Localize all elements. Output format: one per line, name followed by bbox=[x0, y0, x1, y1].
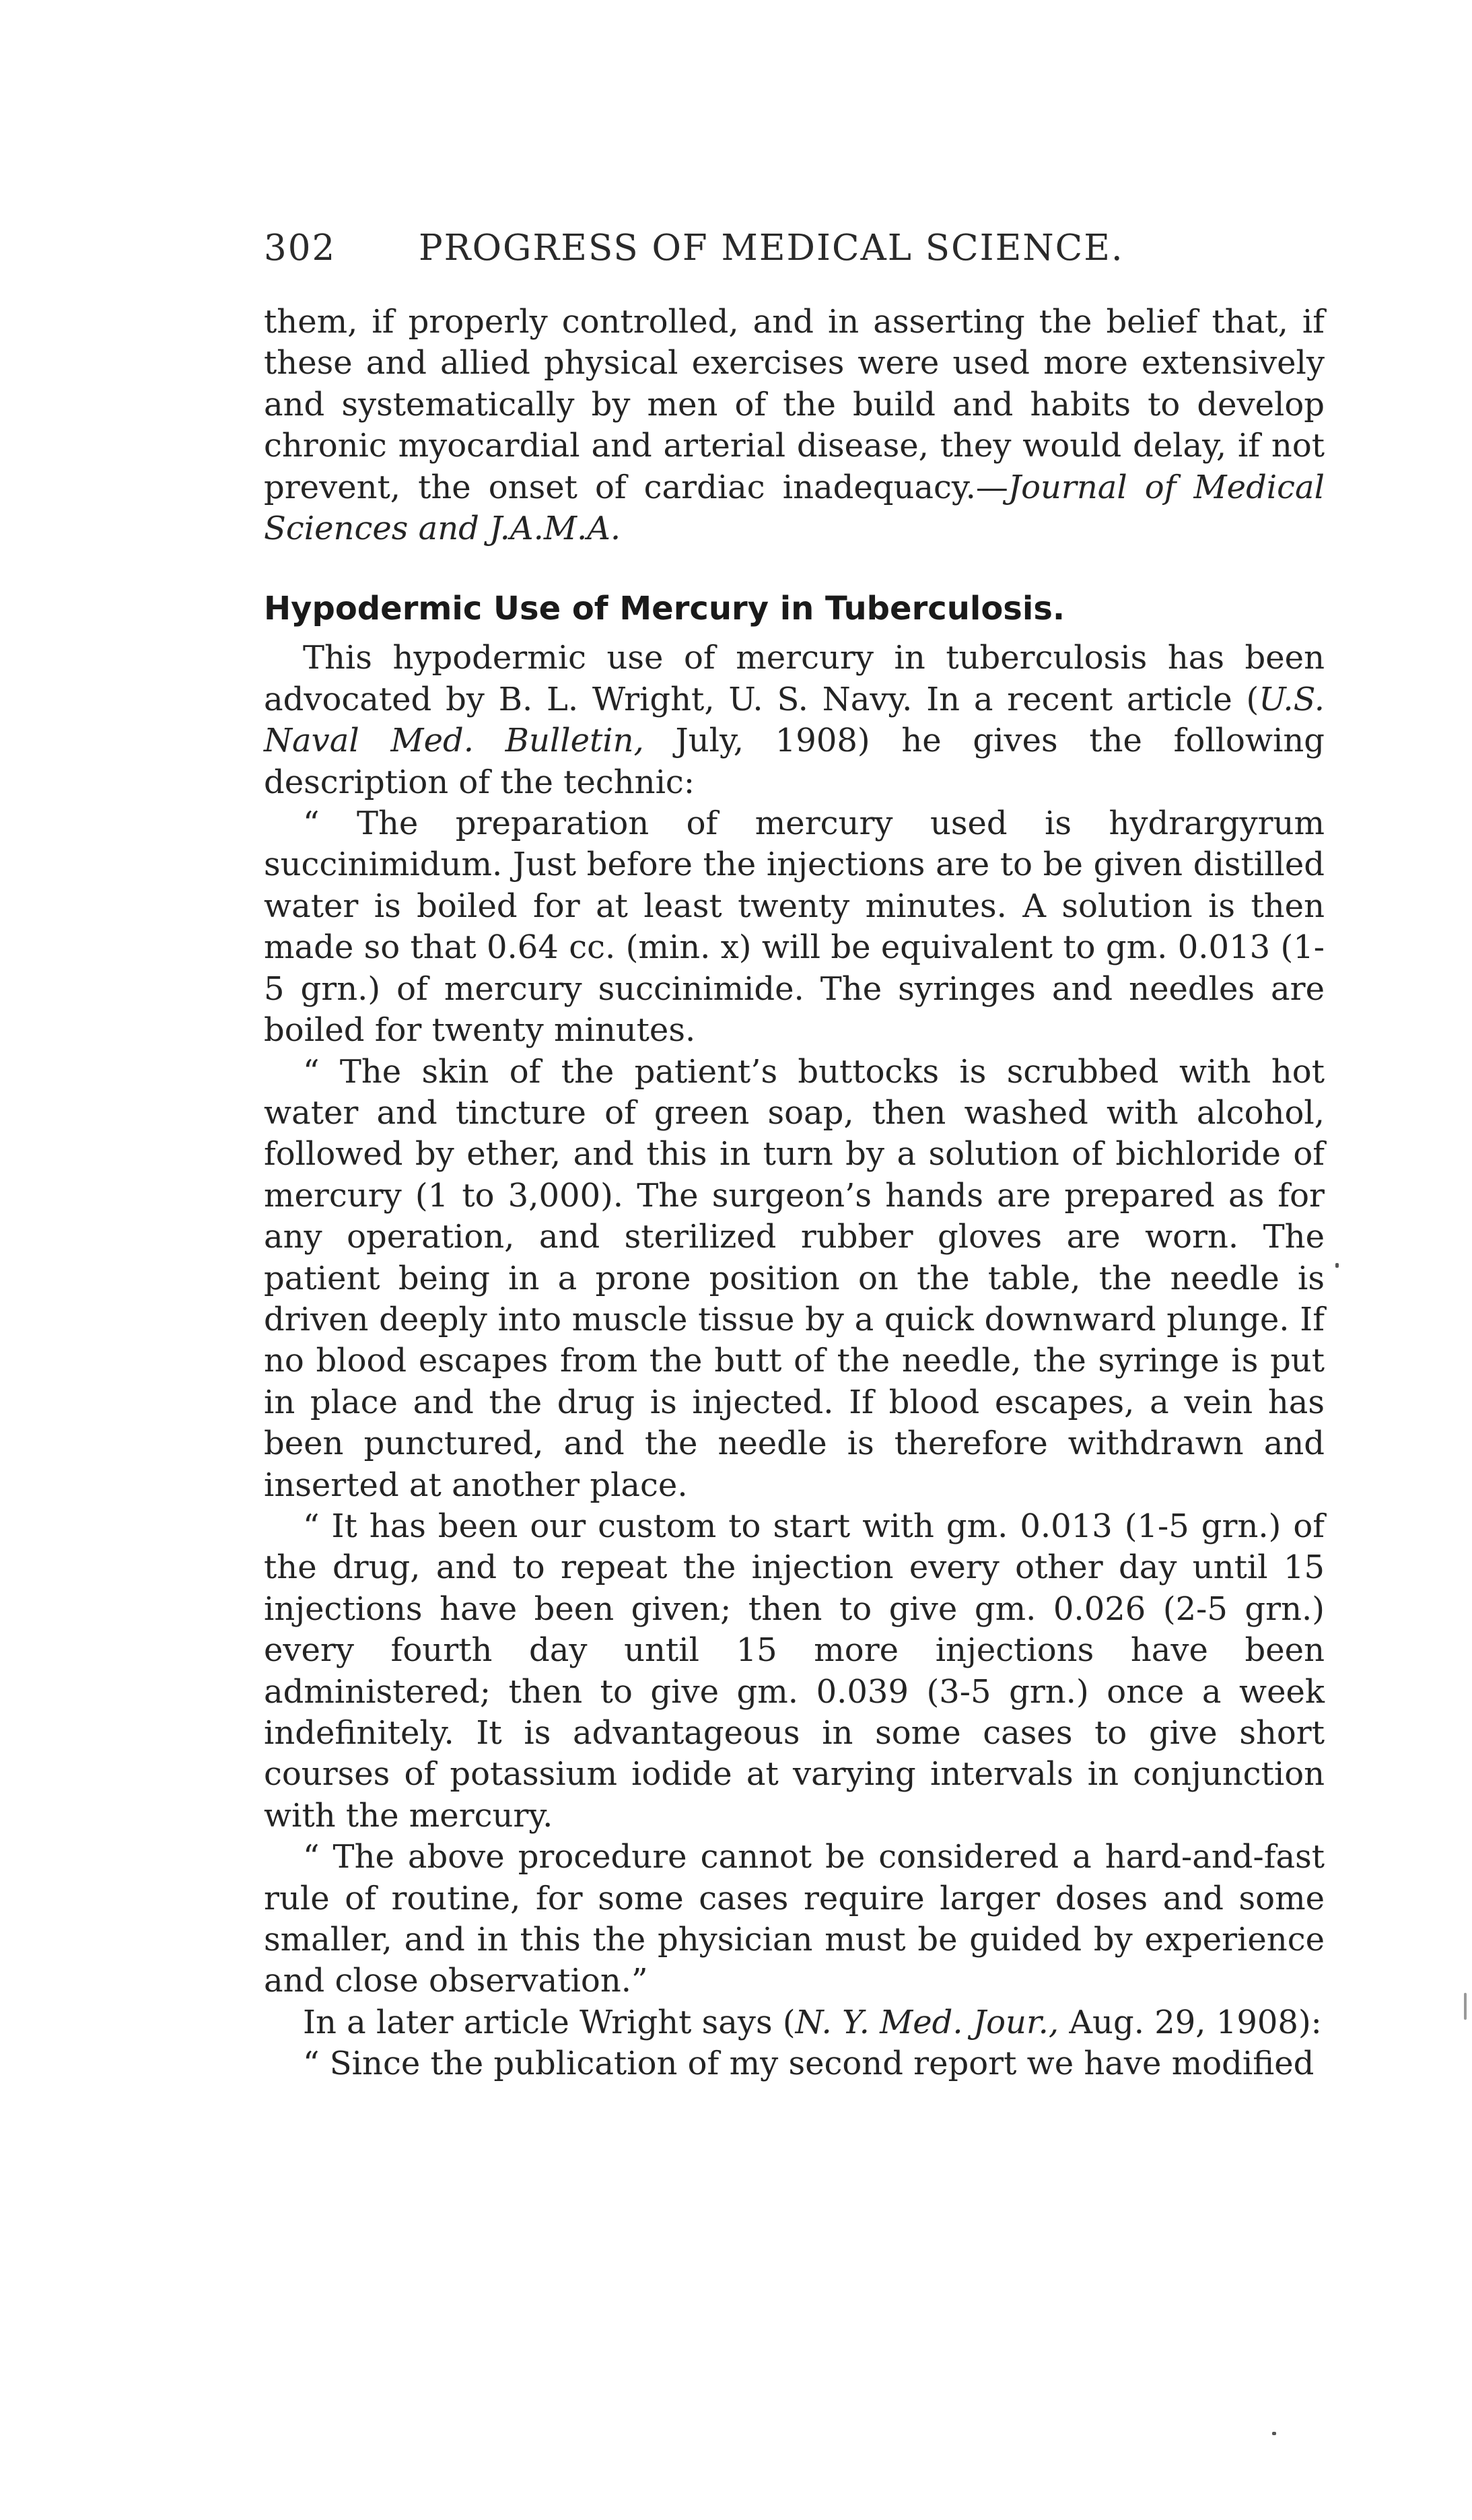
page-body bbox=[264, 302, 1325, 2085]
paragraph-later-article bbox=[264, 2002, 1325, 2043]
section-heading: Hypodermic Use of Mercury in Tuberculosis. bbox=[264, 590, 1065, 628]
paragraph-text: them, if properly controlled, and in asserting the belief that, if these and allied physical exercises were used more extensively and systematically by men of the build and habits to develop chronic myocardial and arterial disease, they would delay, if not prevent, the onset of cardiac inadequacy.— bbox=[264, 303, 1325, 506]
quote-caution: “ The above procedure cannot be considered a hard-and-fast rule of routine, for some cases require larger doses and some smaller, and in this the physician must be guided by experience and close observation.” bbox=[264, 1838, 1325, 2000]
journal-citation: N. Y. Med. Jour., bbox=[795, 2003, 1059, 2041]
running-title: PROGRESS OF MEDICAL SCIENCE. bbox=[419, 228, 1124, 269]
scan-speck bbox=[1335, 1263, 1339, 1268]
quote-modified: “ Since the publication of my second report we have modified bbox=[303, 2045, 1315, 2083]
paragraph-text: This hypodermic use of mercury in tuberculosis has been advocated by B. L. Wright, U. S. Navy. In a recent article ( bbox=[264, 639, 1325, 718]
quote-dosage: “ It has been our custom to start with gm. 0.013 (1-5 grn.) of the drug, and to repeat the injection every other day until 15 injections have been given; then to give gm. 0.026 (2-5 grn.) every fourth day until 15 more injections have been administered; then to give gm. 0.039 (3-5 grn.) once a week indefinitely. It is advantageous in some cases to give short courses of potassium iodide at varying intervals in conjunction with the mercury. bbox=[264, 1507, 1325, 1835]
journal-citation: U.S. Naval Med. Bulletin, bbox=[264, 680, 1325, 760]
paragraph-continuation bbox=[264, 302, 1325, 549]
paragraph-text: Aug. 29, 1908): bbox=[1059, 2003, 1322, 2041]
quote-procedure: “ The skin of the patient’s buttocks is scrubbed with hot water and tincture of green soap, then washed with alcohol, followed by ether, and this in turn by a solution of bichloride of mercury (1 to 3,000). The surgeon’s hands are prepared as for any operation, and sterilized rubber gloves are worn. The patient being in a prone position on the table, the needle is driven deeply into muscle tissue by a quick downward plunge. If no blood escapes from the butt of the needle, the syringe is put in place and the drug is injected. If blood escapes, a vein has been punctured, and the needle is therefore withdrawn and inserted at another place. bbox=[264, 1052, 1325, 1504]
quote-preparation: “ The preparation of mercury used is hydrargyrum succinimidum. Just before the injections are to be given distilled water is boiled for at least twenty minutes. A solution is then made so that 0.64 cc. (min. x) will be equivalent to gm. 0.013 (1-5 grn.) of mercury succinimide. The syringes and needles are boiled for twenty minutes. bbox=[264, 805, 1325, 1050]
scan-speck bbox=[1464, 1993, 1467, 2020]
paragraph-text: In a later article Wright says ( bbox=[303, 2003, 796, 2041]
paragraph-intro bbox=[264, 638, 1325, 803]
scan-speck bbox=[1272, 2432, 1276, 2435]
page-number: 302 bbox=[264, 228, 337, 269]
paragraph-text: July, 1908) he gives the following description of the technic: bbox=[264, 722, 1325, 801]
running-head bbox=[264, 228, 1354, 281]
journal-citation: Journal of Medical Sciences and J.A.M.A. bbox=[264, 468, 1325, 548]
